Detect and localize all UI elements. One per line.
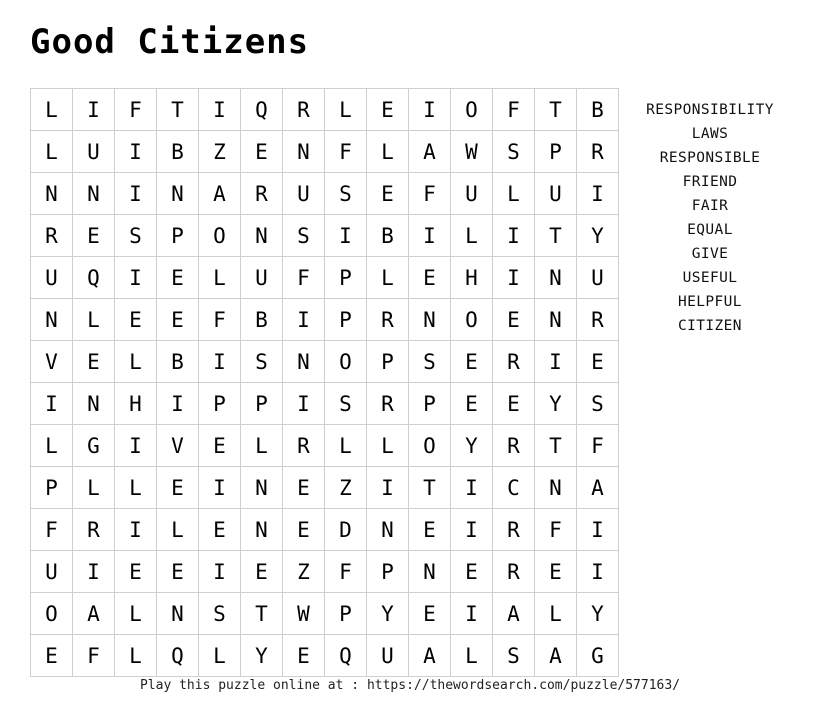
grid-cell[interactable]: Y [451,425,493,467]
grid-cell[interactable]: L [115,341,157,383]
grid-cell[interactable]: N [283,131,325,173]
grid-cell[interactable]: U [31,551,73,593]
grid-cell[interactable]: O [325,341,367,383]
grid-cell[interactable]: T [535,425,577,467]
grid-cell[interactable]: F [283,257,325,299]
grid-cell[interactable]: P [157,215,199,257]
grid-row [31,593,619,635]
grid-cell[interactable]: S [577,383,619,425]
grid-row [31,131,619,173]
grid-cell[interactable]: E [493,299,535,341]
grid-cell[interactable]: I [115,509,157,551]
grid-cell[interactable]: N [73,173,115,215]
footer [0,678,820,693]
grid-cell[interactable]: L [451,635,493,677]
grid-cell[interactable]: S [115,215,157,257]
grid-cell[interactable]: I [199,551,241,593]
grid-cell[interactable]: E [199,425,241,467]
grid-cell[interactable]: T [409,467,451,509]
grid-cell[interactable]: E [577,341,619,383]
grid-cell[interactable]: N [535,467,577,509]
grid-cell[interactable]: I [577,509,619,551]
grid-cell[interactable]: O [451,299,493,341]
grid-cell[interactable]: O [199,215,241,257]
grid-cell[interactable]: I [157,383,199,425]
grid-row [31,215,619,257]
grid-cell[interactable]: F [493,89,535,131]
grid-cell[interactable]: E [241,131,283,173]
grid-cell[interactable]: F [325,131,367,173]
grid-cell[interactable]: W [283,593,325,635]
grid-cell[interactable]: E [409,257,451,299]
grid-cell[interactable]: I [31,383,73,425]
word-list-item[interactable]: USEFUL [682,270,738,286]
grid-cell[interactable]: T [241,593,283,635]
grid-cell[interactable]: G [577,635,619,677]
grid-cell[interactable]: L [31,425,73,467]
grid-cell[interactable]: L [535,593,577,635]
grid-cell[interactable]: I [493,257,535,299]
grid-cell[interactable]: I [283,299,325,341]
grid-cell[interactable]: U [31,257,73,299]
grid-cell[interactable]: I [73,89,115,131]
grid-cell[interactable]: R [367,299,409,341]
grid-cell[interactable]: L [115,467,157,509]
grid-cell[interactable]: I [115,131,157,173]
grid-cell[interactable]: I [115,173,157,215]
grid-cell[interactable]: U [451,173,493,215]
grid-cell[interactable]: S [325,173,367,215]
grid-cell[interactable]: N [241,509,283,551]
grid-cell[interactable]: T [535,89,577,131]
grid-cell[interactable]: I [325,215,367,257]
grid-cell[interactable]: L [367,425,409,467]
grid-cell[interactable]: E [115,551,157,593]
grid-cell[interactable]: B [241,299,283,341]
grid-row [31,89,619,131]
grid-cell[interactable]: P [409,383,451,425]
grid-cell[interactable]: I [283,383,325,425]
grid-cell[interactable]: L [493,173,535,215]
word-list-item[interactable]: FRIEND [682,174,738,190]
grid-cell[interactable]: I [115,257,157,299]
grid-cell[interactable]: E [199,509,241,551]
grid-cell[interactable]: R [493,509,535,551]
grid-cell[interactable]: L [31,131,73,173]
grid-cell[interactable]: R [577,131,619,173]
grid-cell[interactable]: F [535,509,577,551]
grid-row [31,257,619,299]
grid-cell[interactable]: P [241,383,283,425]
grid-cell[interactable]: Y [577,593,619,635]
grid-cell[interactable]: A [409,635,451,677]
grid-cell[interactable]: L [199,635,241,677]
letter-grid-container [30,88,619,677]
grid-cell[interactable]: R [493,551,535,593]
grid-cell[interactable]: I [409,89,451,131]
grid-cell[interactable]: T [535,215,577,257]
grid-cell[interactable]: F [31,509,73,551]
grid-row [31,467,619,509]
grid-cell[interactable]: E [283,509,325,551]
grid-cell[interactable]: P [31,467,73,509]
grid-cell[interactable]: R [493,341,535,383]
grid-cell[interactable]: P [325,593,367,635]
grid-cell[interactable]: R [283,89,325,131]
grid-cell[interactable]: R [367,383,409,425]
grid-cell[interactable]: E [409,509,451,551]
grid-cell[interactable]: A [493,593,535,635]
grid-row [31,551,619,593]
grid-cell[interactable]: F [325,551,367,593]
grid-cell[interactable]: E [535,551,577,593]
grid-cell[interactable]: P [325,257,367,299]
grid-cell[interactable]: D [325,509,367,551]
grid-cell[interactable]: L [157,509,199,551]
grid-cell[interactable]: E [31,635,73,677]
grid-cell[interactable]: N [535,299,577,341]
grid-cell[interactable]: Y [535,383,577,425]
letter-grid-body [31,89,619,677]
grid-cell[interactable]: I [535,341,577,383]
grid-cell[interactable]: U [283,173,325,215]
grid-cell[interactable]: L [199,257,241,299]
grid-cell[interactable]: S [241,341,283,383]
grid-cell[interactable]: Q [241,89,283,131]
grid-cell[interactable]: V [31,341,73,383]
grid-cell[interactable]: I [367,467,409,509]
grid-cell[interactable]: I [199,467,241,509]
grid-cell[interactable]: A [73,593,115,635]
grid-row [31,383,619,425]
grid-cell[interactable]: N [31,173,73,215]
grid-cell[interactable]: E [493,383,535,425]
grid-cell[interactable]: L [241,425,283,467]
grid-cell[interactable]: H [451,257,493,299]
grid-cell[interactable]: I [409,215,451,257]
grid-cell[interactable]: W [451,131,493,173]
grid-cell[interactable]: R [73,509,115,551]
grid-cell[interactable]: U [73,131,115,173]
grid-cell[interactable]: S [409,341,451,383]
grid-row [31,299,619,341]
grid-cell[interactable]: L [31,89,73,131]
grid-cell[interactable]: E [157,551,199,593]
word-list-item[interactable]: CITIZEN [678,318,742,334]
grid-cell[interactable]: U [577,257,619,299]
grid-cell[interactable]: L [325,89,367,131]
word-list-item[interactable]: RESPONSIBLE [659,150,761,166]
footer-prefix: Play this puzzle online at : [139,678,367,693]
grid-cell[interactable]: A [199,173,241,215]
grid-row [31,509,619,551]
grid-cell[interactable]: T [157,89,199,131]
grid-cell[interactable]: R [493,425,535,467]
grid-row [31,341,619,383]
grid-cell[interactable]: N [73,383,115,425]
grid-cell[interactable]: N [31,299,73,341]
grid-cell[interactable]: S [325,383,367,425]
grid-cell[interactable]: R [31,215,73,257]
grid-cell[interactable]: A [409,131,451,173]
grid-cell[interactable]: U [241,257,283,299]
grid-cell[interactable]: E [367,89,409,131]
grid-cell[interactable]: E [73,215,115,257]
grid-cell[interactable]: I [493,215,535,257]
word-list-item[interactable]: RESPONSIBILITY [646,102,774,118]
grid-cell[interactable]: E [409,593,451,635]
grid-cell[interactable]: N [367,509,409,551]
grid-cell[interactable]: B [157,341,199,383]
grid-cell[interactable]: R [283,425,325,467]
grid-cell[interactable]: S [199,593,241,635]
grid-cell[interactable]: L [115,593,157,635]
puzzle-url-link[interactable]: https://thewordsearch.com/puzzle/577163/ [366,678,681,693]
grid-cell[interactable]: O [451,89,493,131]
grid-cell[interactable]: N [241,215,283,257]
grid-cell[interactable]: U [367,635,409,677]
grid-cell[interactable]: E [451,383,493,425]
grid-cell[interactable]: H [115,383,157,425]
grid-cell[interactable]: E [451,341,493,383]
word-list-item[interactable]: GIVE [691,246,729,262]
grid-cell[interactable]: N [283,341,325,383]
grid-cell[interactable]: E [451,551,493,593]
page-title: Good Citizens [30,22,310,62]
grid-cell[interactable]: Z [325,467,367,509]
grid-cell[interactable]: A [577,467,619,509]
grid-cell[interactable]: O [31,593,73,635]
grid-cell[interactable]: E [367,173,409,215]
grid-cell[interactable]: B [367,215,409,257]
word-list-item[interactable]: EQUAL [687,222,733,238]
grid-cell[interactable]: Z [199,131,241,173]
grid-cell[interactable]: N [157,173,199,215]
grid-cell[interactable]: G [73,425,115,467]
grid-cell[interactable]: E [157,467,199,509]
grid-cell[interactable]: F [577,425,619,467]
grid-cell[interactable]: I [115,425,157,467]
grid-cell[interactable]: S [283,215,325,257]
word-list-item[interactable]: HELPFUL [678,294,742,310]
grid-cell[interactable]: Y [577,215,619,257]
grid-cell[interactable]: Q [157,635,199,677]
word-list [615,98,805,338]
grid-row [31,425,619,467]
grid-cell[interactable]: F [199,299,241,341]
grid-cell[interactable]: I [577,173,619,215]
grid-cell[interactable]: I [451,467,493,509]
grid-cell[interactable]: P [535,131,577,173]
grid-row [31,635,619,677]
grid-cell[interactable]: N [157,593,199,635]
grid-cell[interactable]: S [493,131,535,173]
word-list-item[interactable]: LAWS [691,126,729,142]
grid-cell[interactable]: E [157,299,199,341]
grid-cell[interactable]: N [409,299,451,341]
grid-cell[interactable]: P [199,383,241,425]
grid-cell[interactable]: Y [367,593,409,635]
grid-cell[interactable]: E [283,635,325,677]
grid-cell[interactable]: Q [73,257,115,299]
grid-cell[interactable]: O [409,425,451,467]
grid-cell[interactable]: P [367,551,409,593]
grid-cell[interactable]: N [241,467,283,509]
grid-cell[interactable]: I [451,593,493,635]
grid-cell[interactable]: I [199,341,241,383]
grid-cell[interactable]: I [451,509,493,551]
grid-cell[interactable]: L [451,215,493,257]
grid-cell[interactable]: L [115,635,157,677]
grid-cell[interactable]: F [409,173,451,215]
grid-cell[interactable]: N [535,257,577,299]
grid-cell[interactable]: E [115,299,157,341]
grid-cell[interactable]: L [73,467,115,509]
grid-cell[interactable]: N [409,551,451,593]
grid-cell[interactable]: I [199,89,241,131]
grid-cell[interactable]: S [493,635,535,677]
grid-cell[interactable]: B [577,89,619,131]
grid-cell[interactable]: F [73,635,115,677]
grid-cell[interactable]: I [577,551,619,593]
grid-cell[interactable]: E [157,257,199,299]
grid-row [31,173,619,215]
grid-cell[interactable]: L [73,299,115,341]
grid-cell[interactable]: L [367,257,409,299]
grid-cell[interactable]: R [577,299,619,341]
word-list-item[interactable]: FAIR [691,198,729,214]
grid-cell[interactable]: A [535,635,577,677]
grid-cell[interactable]: P [367,341,409,383]
grid-cell[interactable]: U [535,173,577,215]
grid-cell[interactable]: V [157,425,199,467]
grid-cell[interactable]: L [367,131,409,173]
grid-cell[interactable]: Q [325,635,367,677]
grid-cell[interactable]: E [283,467,325,509]
grid-cell[interactable]: P [325,299,367,341]
grid-cell[interactable]: E [241,551,283,593]
grid-cell[interactable]: Y [241,635,283,677]
letter-grid [30,88,619,677]
grid-cell[interactable]: L [325,425,367,467]
grid-cell[interactable]: I [73,551,115,593]
grid-cell[interactable]: F [115,89,157,131]
grid-cell[interactable]: Z [283,551,325,593]
grid-cell[interactable]: C [493,467,535,509]
grid-cell[interactable]: E [73,341,115,383]
grid-cell[interactable]: B [157,131,199,173]
grid-cell[interactable]: R [241,173,283,215]
